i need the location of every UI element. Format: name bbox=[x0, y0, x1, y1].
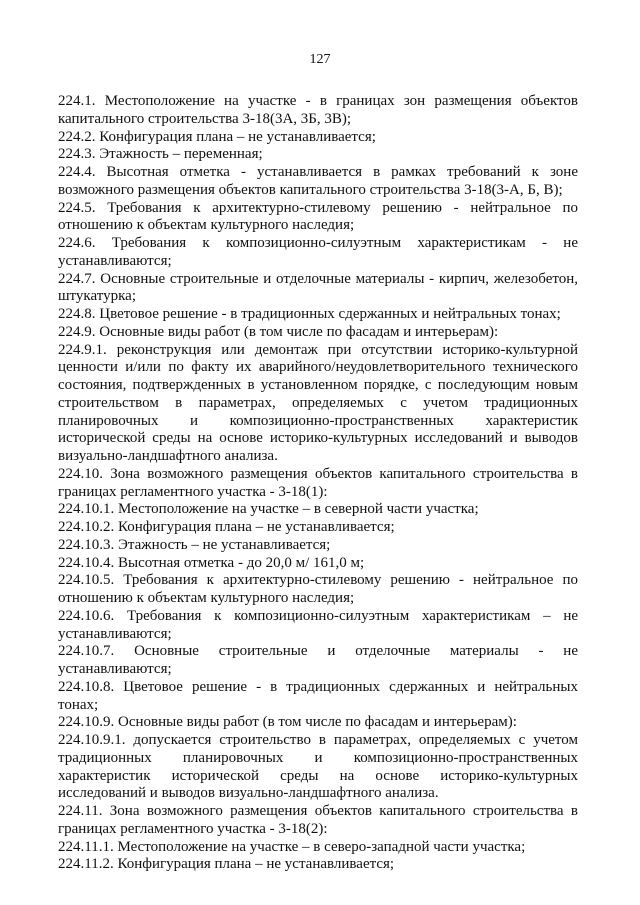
paragraph-224-10-9: 224.10.9. Основные виды работ (в том числе по фасадам и интерьерам): bbox=[58, 714, 517, 731]
paragraph-224-7: 224.7. Основные строительные и отделочные материалы - кирпич, железобетон, штукатурка; bbox=[58, 270, 578, 305]
paragraph-224-10: 224.10. Зона возможного размещения объектов капитального строительства в границах регламентного участка - 3-18(1): bbox=[58, 465, 578, 500]
paragraph-224-2: 224.2. Конфигурация плана – не устанавливается; bbox=[58, 128, 376, 145]
paragraph-224-5: 224.5. Требования к архитектурно-стилевому решению - нейтральное по отношению к объектам культурного наследия; bbox=[58, 199, 578, 234]
paragraph-224-10-4: 224.10.4. Высотная отметка - до 20,0 м/ 161,0 м; bbox=[58, 554, 365, 571]
paragraph-224-8: 224.8. Цветовое решение - в традиционных сдержанных и нейтральных тонах; bbox=[58, 306, 561, 322]
paragraph-224-10-9-1: 224.10.9.1. допускается строительство в параметрах, определяемых с учетом традиционных планировочных и композиционно-пространственных характеристик исторической среды на основе историко-культурных исследований и выводов визуально-ландшафтного анализа. bbox=[58, 732, 578, 802]
paragraph-224-9-1: 224.9.1. реконструкция или демонтаж при отсутствии историко-культурной ценности и/или по факту их аварийного/неудовлетворительного технического состояния, подтвержденных в установленном порядке, с последующим новым строительством в параметрах, определяемых с учетом традиционных планировочных и композиционно-пространственных характеристик исторической среды на основе историко-культурных исследований и выводов визуально-ландшафтного анализа. bbox=[58, 341, 578, 464]
paragraph-224-4: 224.4. Высотная отметка - устанавливается в рамках требований к зоне возможного размещения объектов капитального строительства 3-18(3-А, Б, В); bbox=[58, 164, 578, 198]
paragraph-224-10-7: 224.10.7. Основные строительные и отделочные материалы - не устанавливаются; bbox=[58, 643, 578, 677]
paragraph-224-10-3: 224.10.3. Этажность – не устанавливается; bbox=[58, 536, 331, 553]
paragraph-224-9: 224.9. Основные виды работ (в том числе по фасадам и интерьерам): bbox=[58, 323, 499, 340]
paragraph-224-10-8: 224.10.8. Цветовое решение - в традиционных сдержанных и нейтральных тонах; bbox=[58, 678, 578, 713]
paragraph-224-11-1: 224.11.1. Местоположение на участке – в северо-западной части участка; bbox=[58, 838, 526, 855]
paragraph-224-11: 224.11. Зона возможного размещения объектов капитального строительства в границах регламентного участка - 3-18(2): bbox=[58, 803, 578, 837]
paragraph-224-11-2: 224.11.2. Конфигурация плана – не устанавливается; bbox=[58, 856, 395, 873]
paragraph-224-10-6: 224.10.6. Требования к композиционно-силуэтным характеристикам – не устанавливаются; bbox=[58, 607, 578, 642]
paragraph-224-1: 224.1. Местоположение на участке - в границах зон размещения объектов капитального строительства 3-18(3А, 3Б, 3В); bbox=[58, 93, 578, 127]
paragraph-224-6: 224.6. Требования к композиционно-силуэтным характеристикам - не устанавливаются; bbox=[58, 235, 578, 269]
paragraph-224-10-5: 224.10.5. Требования к архитектурно-стилевому решению - нейтральное по отношению к объектам культурного наследия; bbox=[58, 572, 578, 606]
paragraph-224-10-1: 224.10.1. Местоположение на участке – в северной части участка; bbox=[58, 501, 479, 518]
paragraph-224-10-2: 224.10.2. Конфигурация плана – не устанавливается; bbox=[58, 519, 395, 535]
document-body bbox=[58, 93, 578, 874]
paragraph-224-3: 224.3. Этажность – переменная; bbox=[58, 146, 263, 163]
page-number: 127 bbox=[309, 52, 331, 67]
